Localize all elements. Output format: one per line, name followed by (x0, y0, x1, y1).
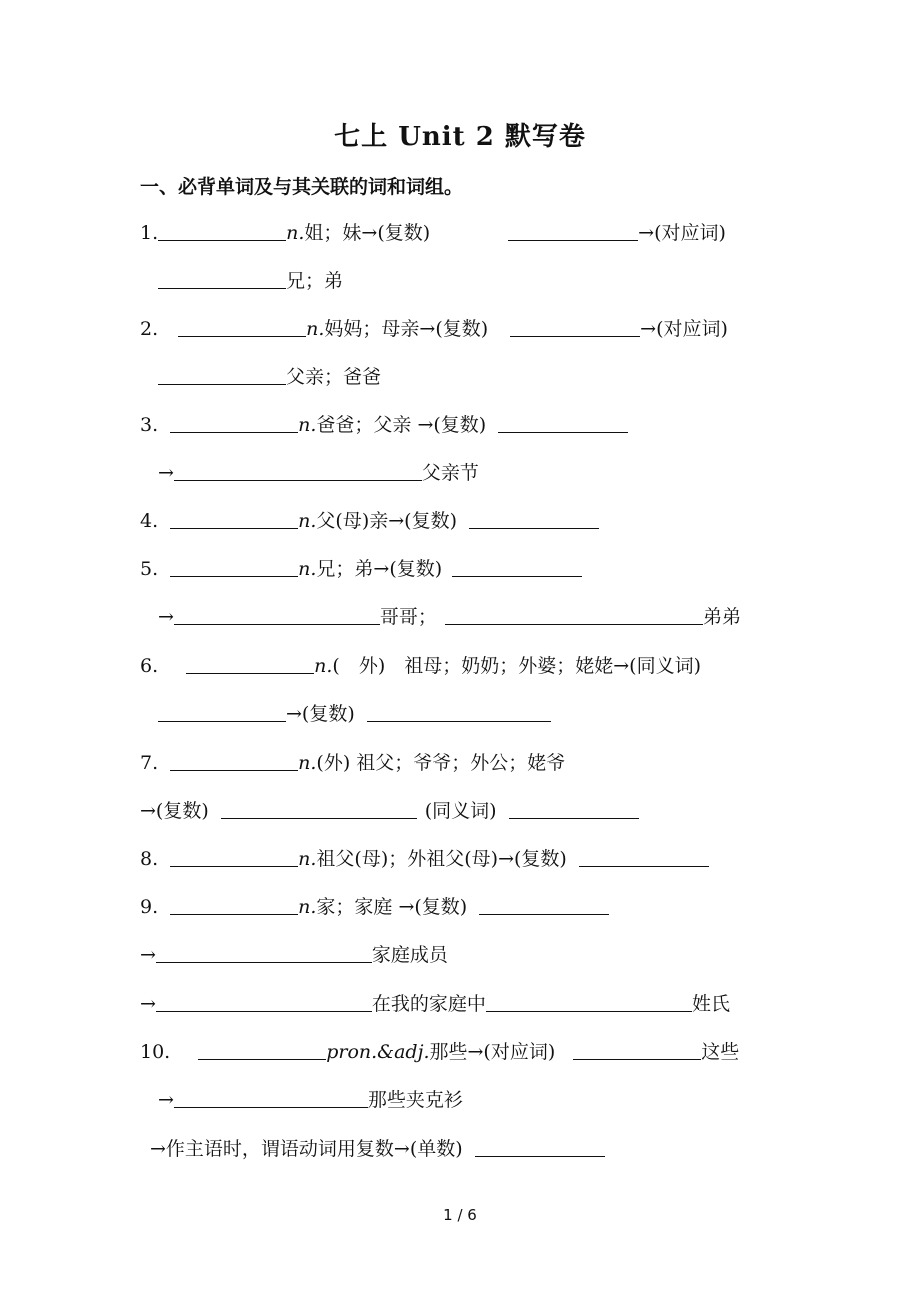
answer-blank[interactable] (170, 750, 298, 771)
item-text: 父(母)亲→(复数) (316, 510, 457, 532)
item-5-line-1 (140, 554, 582, 584)
item-1-line-2 (158, 266, 343, 296)
answer-blank[interactable] (486, 991, 692, 1012)
item-7-line-2 (140, 796, 639, 826)
item-text: (外) 祖父；爷爷；外公；姥爷 (316, 752, 566, 774)
item-9-line-2 (140, 940, 448, 970)
answer-blank[interactable] (445, 604, 703, 625)
item-text: → (140, 993, 156, 1015)
item-2-line-2 (158, 362, 381, 392)
item-number: 5. (140, 558, 159, 580)
item-text: → (158, 606, 174, 628)
item-4-line-1 (140, 506, 599, 536)
item-text: 家庭成员 (371, 944, 448, 966)
section-heading: 一、必背单词及与其关联的词和词组。 (140, 176, 464, 198)
answer-blank[interactable] (508, 220, 638, 241)
item-number: 8. (140, 848, 159, 870)
item-number: 7. (140, 752, 159, 774)
item-text: (同义词) (424, 800, 497, 822)
item-text: 父亲节 (421, 462, 479, 484)
answer-blank[interactable] (469, 508, 599, 529)
answer-blank[interactable] (158, 268, 286, 289)
item-10-line-3 (150, 1134, 605, 1164)
item-text: 这些 (701, 1041, 740, 1063)
item-text: →(对应词) (640, 318, 728, 340)
answer-blank[interactable] (170, 412, 298, 433)
item-6-line-1 (140, 651, 701, 681)
answer-blank[interactable] (452, 556, 582, 577)
part-of-speech: n. (286, 222, 305, 244)
answer-blank[interactable] (510, 316, 640, 337)
item-text: 弟弟 (702, 606, 741, 628)
item-text: → (158, 462, 174, 484)
item-text: 在我的家庭中 (371, 993, 486, 1015)
item-3-line-1 (140, 410, 628, 440)
answer-blank[interactable] (498, 412, 628, 433)
answer-blank[interactable] (178, 316, 306, 337)
item-text: 祖父(母)；外祖父(母)→(复数) (316, 848, 567, 870)
item-text: 妈妈；母亲→(复数) (324, 318, 489, 340)
answer-blank[interactable] (156, 991, 372, 1012)
answer-blank[interactable] (174, 1087, 368, 1108)
item-number: 1. (140, 222, 159, 244)
item-text: 家；家庭 →(复数) (316, 896, 468, 918)
answer-blank[interactable] (170, 556, 298, 577)
answer-blank[interactable] (174, 604, 380, 625)
answer-blank[interactable] (221, 798, 417, 819)
answer-blank[interactable] (174, 460, 422, 481)
item-2-line-1 (140, 314, 728, 344)
answer-blank[interactable] (170, 846, 298, 867)
item-5-line-2 (158, 602, 741, 632)
item-10-line-1 (140, 1037, 739, 1067)
item-9-line-1 (140, 892, 609, 922)
answer-blank[interactable] (573, 1039, 701, 1060)
item-number: 9. (140, 896, 159, 918)
item-text: 那些夹克衫 (367, 1089, 463, 1111)
page-number: 1 / 6 (443, 1206, 477, 1224)
part-of-speech: n. (306, 318, 325, 340)
part-of-speech: n. (298, 848, 317, 870)
part-of-speech: n. (298, 896, 317, 918)
item-text: 姓氏 (691, 993, 730, 1015)
item-text: ( 外) 祖母；奶奶；外婆；姥姥→(同义词) (332, 655, 701, 677)
item-number: 10. (140, 1041, 171, 1063)
part-of-speech: n. (298, 752, 317, 774)
part-of-speech: pron.&adj. (326, 1041, 430, 1063)
item-text: 哥哥； (379, 606, 437, 628)
part-of-speech: n. (298, 414, 317, 436)
item-number: 6. (140, 655, 159, 677)
item-text: 姐；妹→(复数) (304, 222, 431, 244)
item-text: 父亲；爸爸 (286, 366, 382, 388)
answer-blank[interactable] (475, 1136, 605, 1157)
answer-blank[interactable] (170, 508, 298, 529)
answer-blank[interactable] (579, 846, 709, 867)
answer-blank[interactable] (509, 798, 639, 819)
item-6-line-2 (158, 699, 551, 729)
part-of-speech: n. (298, 558, 317, 580)
answer-blank[interactable] (367, 701, 551, 722)
item-7-line-1 (140, 748, 565, 778)
item-text: →(复数) (140, 800, 209, 822)
answer-blank[interactable] (158, 364, 286, 385)
answer-blank[interactable] (156, 942, 372, 963)
item-text: 爸爸；父亲 →(复数) (316, 414, 487, 436)
item-text: →(对应词) (638, 222, 726, 244)
item-8-line-1 (140, 844, 709, 874)
answer-blank[interactable] (198, 1039, 326, 1060)
item-1-line-1 (140, 218, 726, 248)
answer-blank[interactable] (186, 653, 314, 674)
answer-blank[interactable] (170, 894, 298, 915)
item-number: 3. (140, 414, 159, 436)
item-9-line-3 (140, 989, 730, 1019)
item-text: →作主语时，谓语动词用复数→(单数) (150, 1138, 463, 1160)
item-number: 4. (140, 510, 159, 532)
answer-blank[interactable] (158, 701, 286, 722)
item-text: →(复数) (286, 703, 355, 725)
answer-blank[interactable] (479, 894, 609, 915)
item-text: → (158, 1089, 174, 1111)
answer-blank[interactable] (158, 220, 286, 241)
item-10-line-2 (158, 1085, 463, 1115)
item-3-line-2 (158, 458, 479, 488)
part-of-speech: n. (298, 510, 317, 532)
item-text: 那些→(对应词) (429, 1041, 556, 1063)
page-title: 七上 Unit 2 默写卷 (334, 122, 586, 152)
item-number: 2. (140, 318, 159, 340)
part-of-speech: n. (314, 655, 333, 677)
item-text: → (140, 944, 156, 966)
item-text: 兄；弟 (286, 270, 344, 292)
item-text: 兄；弟→(复数) (316, 558, 443, 580)
